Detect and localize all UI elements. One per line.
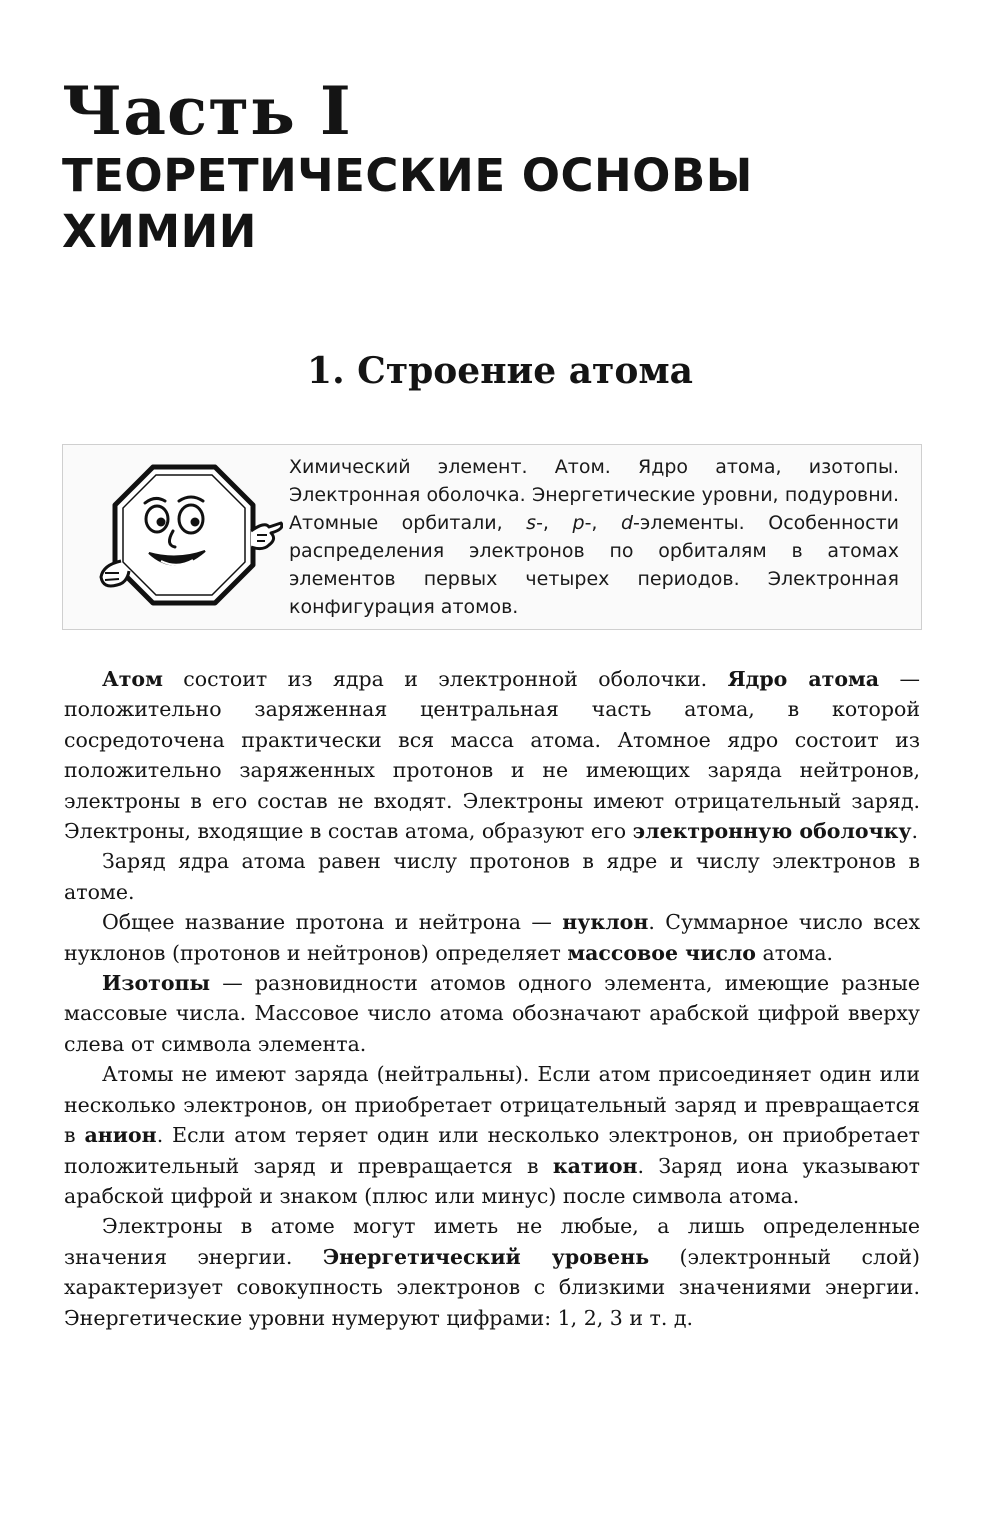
paragraph-nucleon: Общее название протона и нейтрона — нуклон. Суммарное число всех нуклонов (протонов и нейтронов) определяет массовое число атома.: [64, 910, 921, 965]
chapter-body: [64, 664, 920, 1333]
paragraph-energy-level: Электроны в атоме могут иметь не любые, а лишь определенные значения энергии. Энергетический уровень (электронный слой) характеризует совокупность электронов с близкими значениями энергии. Энергетические уровни нумеруют цифрами: 1, 2, 3 и т. д.: [64, 1214, 920, 1330]
part-subtitle: ТЕОРЕТИЧЕСКИЕ ОСНОВЫ ХИМИИ: [62, 149, 753, 258]
part-title: Часть I: [62, 72, 352, 150]
chapter-summary-box: [62, 444, 922, 630]
chapter-summary-text: Химический элемент. Атом. Ядро атома, изотопы. Электронная оболочка. Энергетические уровни, подуровни. Атомные орбитали, s-, p-, d-элементы. Особенности распределения электронов по орбиталям в атомах элементов первых четырех периодов. Электронная конфигурация атомов.: [289, 456, 900, 618]
chapter-title: 1. Строение атома: [307, 350, 693, 392]
paragraph-isotopes: Изотопы — разновидности атомов одного элемента, имеющие разные массовые числа. Массовое число атома обозначают арабской цифрой вверху слева от символа элемента.: [64, 971, 920, 1056]
octagon-mascot-pointing-icon: [93, 461, 283, 611]
paragraph-nuclear-charge: Заряд ядра атома равен числу протонов в ядре и числу электронов в атоме.: [64, 849, 920, 904]
paragraph-ions: Атомы не имеют заряда (нейтральны). Если атом присоединяет один или несколько электронов, он приобретает отрицательный заряд и превращается в анион. Если атом теряет один или несколько электронов, он приобретает положительный заряд и превращается в катион. Заряд иона указывают арабской цифрой и знаком (плюс или минус) после символа атома.: [64, 1062, 920, 1208]
paragraph-atom: Атом состоит из ядра и электронной оболочки. Ядро атома — положительно заряженная центральная часть атома, в которой сосредоточена практически вся масса атома. Атомное ядро состоит из положительно заряженных протонов и не имеющих заряда нейтронов, электроны в его состав не входят. Электроны имеют отрицательный заряд. Электроны, входящие в состав атома, образуют его электронную оболочку.: [64, 667, 920, 844]
